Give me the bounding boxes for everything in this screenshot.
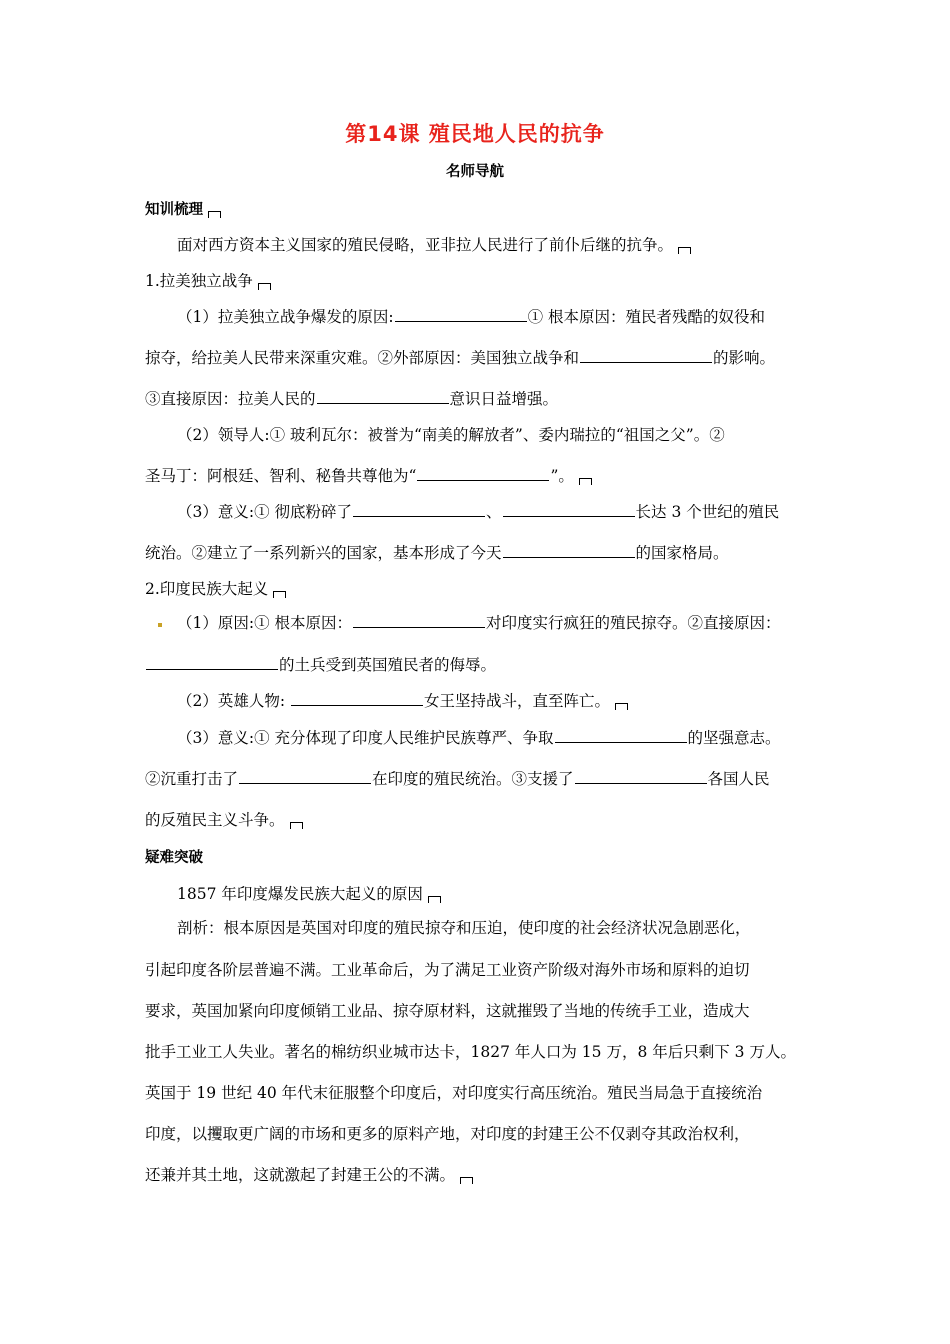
part1-line2	[145, 346, 825, 368]
part1-line1	[177, 305, 827, 327]
fill-blank[interactable]	[503, 543, 635, 558]
part1-line2-text-a: 掠夺，给拉美人民带来深重灾难。②外部原因：美国独立战争和	[145, 349, 580, 367]
part2-line6-text: 的反殖民主义斗争。	[145, 811, 285, 829]
part2-line5-text-c: 各国人民	[707, 770, 770, 788]
part1-line7	[145, 541, 825, 563]
part2-line3-text-b: 女王坚持战斗，直至阵亡。	[424, 692, 611, 710]
fill-blank[interactable]	[146, 655, 278, 670]
question-line	[177, 882, 827, 904]
paragraph-mark-icon	[428, 896, 441, 903]
fill-blank[interactable]	[291, 691, 423, 706]
part2-line3	[177, 689, 827, 711]
part1-line2-text-b: 的影响。	[713, 349, 776, 367]
part2-heading	[145, 577, 825, 599]
section-heading-knowledge	[145, 198, 221, 219]
fill-blank[interactable]	[580, 348, 712, 363]
part2-line6	[145, 808, 825, 830]
page-title: 第14课 殖民地人民的抗争	[345, 122, 605, 146]
part1-line6-text-c: 长达 3 个世纪的殖民	[635, 503, 780, 521]
analysis-line: 剖析：根本原因是英国对印度的殖民掠夺和压迫，使印度的社会经济状况急剧恶化，	[177, 919, 751, 937]
part2-heading-text: 2.印度民族大起义	[145, 580, 269, 598]
section-heading-difficulty: 疑难突破	[145, 850, 203, 866]
paragraph-mark-icon	[678, 247, 691, 254]
part1-line5	[145, 464, 825, 486]
analysis-line: 印度，以攫取更广阔的市场和更多的原料产地，对印度的封建王公不仅剥夺其政治权利，	[145, 1125, 750, 1143]
paragraph-mark-icon	[460, 1177, 473, 1184]
fill-blank[interactable]	[575, 769, 707, 784]
part2-line2-text: 的土兵受到英国殖民者的侮辱。	[279, 656, 497, 674]
fill-blank[interactable]	[317, 389, 449, 404]
part2-line5-text-a: ②沉重打击了	[145, 770, 239, 788]
paragraph-mark-icon	[208, 211, 221, 218]
part1-line5-text-b: ”。	[550, 467, 574, 485]
fill-blank[interactable]	[555, 728, 687, 743]
part2-line2	[145, 653, 825, 675]
analysis-line: 英国于 19 世纪 40 年代末征服整个印度后，对印度实行高压统治。殖民当局急于直接统治	[145, 1084, 763, 1102]
part1-line1-text-b: ① 根本原因：殖民者残酷的奴役和	[527, 308, 766, 326]
part1-line3-text-b: 意识日益增强。	[449, 390, 559, 408]
fill-blank[interactable]	[503, 502, 635, 517]
paragraph-mark-icon	[579, 478, 592, 485]
intro-text: 面对西方资本主义国家的殖民侵略，亚非拉人民进行了前仆后继的抗争。	[177, 236, 674, 254]
paragraph-mark-icon	[258, 283, 271, 290]
section-heading-knowledge-text: 知训梳理	[145, 202, 203, 218]
part1-line3	[145, 387, 825, 409]
analysis-line: 还兼并其土地，这就激起了封建王公的不满。	[145, 1166, 456, 1184]
question-text: 1857 年印度爆发民族大起义的原因	[177, 885, 423, 903]
analysis-line: 引起印度各阶层普遍不满。工业革命后，为了满足工业资产阶级对海外市场和原料的迫切	[145, 961, 750, 979]
page-subtitle: 名师导航	[446, 164, 504, 180]
part2-line1-text-b: 对印度实行疯狂的殖民掠夺。②直接原因：	[486, 614, 781, 632]
part1-line6	[177, 500, 827, 522]
fill-blank[interactable]	[353, 613, 485, 628]
part1-line7-text-b: 的国家格局。	[635, 544, 729, 562]
part2-line1	[177, 611, 827, 633]
fill-blank[interactable]	[395, 307, 527, 322]
paragraph-mark-icon	[615, 703, 628, 710]
fill-blank[interactable]	[239, 769, 371, 784]
part1-line6-text-b: 、	[486, 503, 502, 521]
intro-paragraph	[177, 233, 827, 255]
part1-line3-text-a: ③直接原因：拉美人民的	[145, 390, 316, 408]
part1-line5-text-a: 圣马丁：阿根廷、智利、秘鲁共尊他为“	[145, 467, 417, 485]
part2-line4	[177, 726, 827, 748]
small-dot-icon	[158, 623, 162, 627]
analysis-line: 批手工业工人失业。著名的棉纺织业城市达卡，1827 年人口为 15 万，8 年后只剩下 3 万人。	[145, 1043, 796, 1061]
part2-line4-text-b: 的坚强意志。	[687, 729, 781, 747]
part1-line6-text-a: （3）意义:① 彻底粉碎了	[177, 503, 353, 521]
part2-line5-text-b: 在印度的殖民统治。③支援了	[372, 770, 574, 788]
part2-line3-text-a: （2）英雄人物:	[177, 692, 291, 710]
part1-heading-text: 1.拉美独立战争	[145, 272, 253, 290]
part1-line4-text: （2）领导人:① 玻利瓦尔：被誉为“南美的解放者”、委内瑞拉的“祖国之父”。②	[177, 426, 725, 444]
analysis-line: 要求，英国加紧向印度倾销工业品、掠夺原材料，这就摧毁了当地的传统手工业，造成大	[145, 1002, 750, 1020]
analysis-last-line	[145, 1163, 825, 1185]
part2-line1-text-a: （1）原因:① 根本原因：	[177, 614, 353, 632]
part1-heading	[145, 269, 825, 291]
part1-line1-text-a: （1）拉美独立战争爆发的原因:	[177, 308, 394, 326]
paragraph-mark-icon	[273, 591, 286, 598]
part1-line4	[177, 423, 827, 445]
fill-blank[interactable]	[353, 502, 485, 517]
paragraph-mark-icon	[290, 822, 303, 829]
part2-line5	[145, 767, 825, 789]
part2-line4-text-a: （3）意义:① 充分体现了印度人民维护民族尊严、争取	[177, 729, 554, 747]
part1-line7-text-a: 统治。②建立了一系列新兴的国家，基本形成了今天	[145, 544, 502, 562]
fill-blank[interactable]	[417, 466, 549, 481]
